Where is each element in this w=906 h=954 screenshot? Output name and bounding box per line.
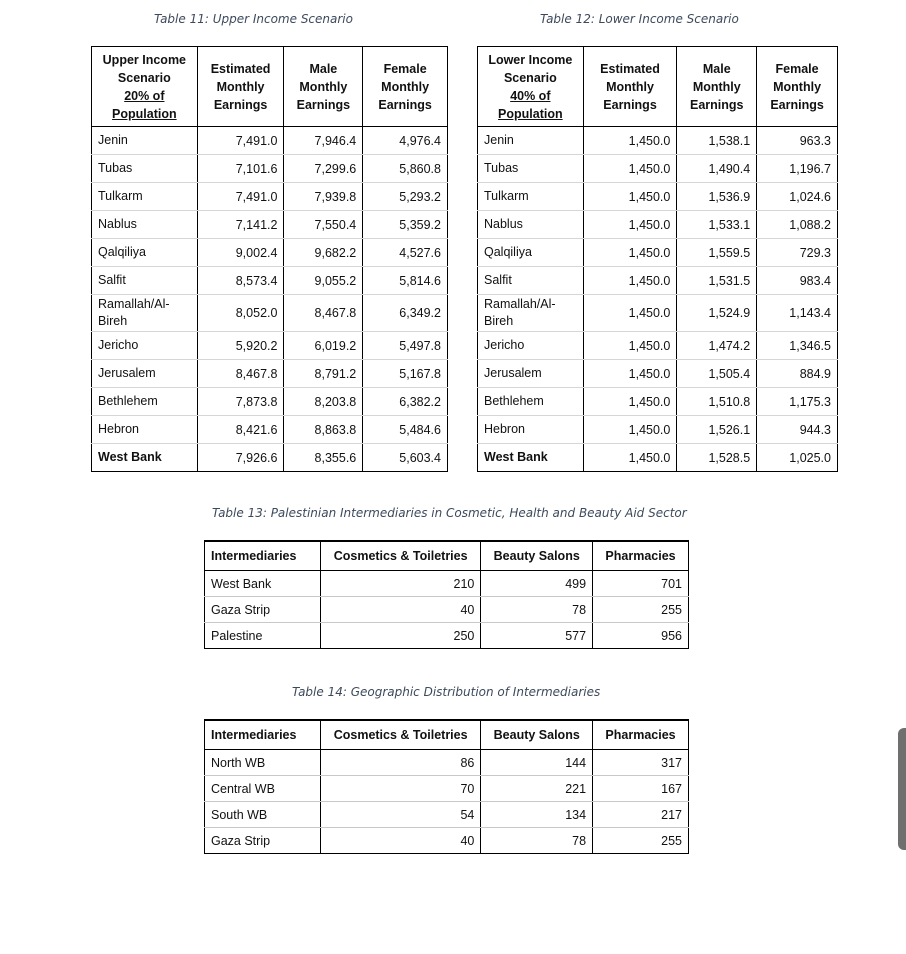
estimated-cell: 1,450.0 — [583, 183, 677, 211]
male-cell: 7,939.8 — [284, 183, 363, 211]
male-cell: 9,682.2 — [284, 239, 363, 267]
pharmacies-cell: 167 — [593, 776, 689, 802]
female-cell: 6,382.2 — [363, 388, 448, 416]
cosmetics-cell: 210 — [320, 571, 481, 597]
estimated-cell: 1,450.0 — [583, 444, 677, 472]
table-row — [205, 750, 689, 776]
cosmetics-header: Cosmetics & Toiletries — [320, 541, 481, 571]
table-row — [478, 127, 838, 155]
district-cell: Ramallah/Al- Bireh — [92, 295, 198, 332]
male-cell: 1,533.1 — [677, 211, 757, 239]
salons-cell: 134 — [481, 802, 593, 828]
female-cell: 1,143.4 — [757, 295, 838, 332]
region-cell: Gaza Strip — [205, 597, 321, 623]
male-cell: 1,490.4 — [677, 155, 757, 183]
estimated-cell: 8,573.4 — [197, 267, 284, 295]
female-cell: 944.3 — [757, 416, 838, 444]
table-row — [92, 239, 448, 267]
female-cell: 983.4 — [757, 267, 838, 295]
male-cell: 7,550.4 — [284, 211, 363, 239]
female-cell: 5,497.8 — [363, 332, 448, 360]
estimated-cell: 1,450.0 — [583, 127, 677, 155]
table-row — [478, 267, 838, 295]
salons-header: Beauty Salons — [481, 720, 593, 750]
female-cell: 1,024.6 — [757, 183, 838, 211]
region-cell: North WB — [205, 750, 321, 776]
estimated-cell: 1,450.0 — [583, 155, 677, 183]
male-cell: 1,559.5 — [677, 239, 757, 267]
table14-caption: Table 14: Geographic Distribution of Intermediaries — [292, 685, 601, 699]
pharmacies-header: Pharmacies — [593, 541, 689, 571]
estimated-cell: 8,421.6 — [197, 416, 284, 444]
table11-caption: Table 11: Upper Income Scenario — [154, 12, 353, 26]
district-cell: Jerusalem — [92, 360, 198, 388]
district-cell: Nablus — [478, 211, 584, 239]
male-cell: 8,467.8 — [284, 295, 363, 332]
male-header: Male Monthly Earnings — [284, 47, 363, 127]
female-cell: 1,346.5 — [757, 332, 838, 360]
male-cell: 1,536.9 — [677, 183, 757, 211]
female-cell: 5,359.2 — [363, 211, 448, 239]
intermediaries-header: Intermediaries — [205, 541, 321, 571]
salons-header: Beauty Salons — [481, 541, 593, 571]
cosmetics-cell: 40 — [320, 828, 481, 854]
estimated-cell: 1,450.0 — [583, 239, 677, 267]
table-row — [478, 416, 838, 444]
female-cell: 1,175.3 — [757, 388, 838, 416]
table-row — [478, 183, 838, 211]
table-row — [92, 332, 448, 360]
female-cell: 1,025.0 — [757, 444, 838, 472]
table-row — [478, 444, 838, 472]
male-cell: 8,203.8 — [284, 388, 363, 416]
male-cell: 8,863.8 — [284, 416, 363, 444]
female-cell: 884.9 — [757, 360, 838, 388]
male-header: Male Monthly Earnings — [677, 47, 757, 127]
cosmetics-cell: 86 — [320, 750, 481, 776]
table-row — [92, 360, 448, 388]
district-cell: Salfit — [92, 267, 198, 295]
table-row — [478, 360, 838, 388]
male-cell: 1,531.5 — [677, 267, 757, 295]
estimated-cell: 1,450.0 — [583, 267, 677, 295]
district-cell: Bethlehem — [92, 388, 198, 416]
female-cell: 5,860.8 — [363, 155, 448, 183]
estimated-cell: 7,926.6 — [197, 444, 284, 472]
female-cell: 1,196.7 — [757, 155, 838, 183]
female-header: Female Monthly Earnings — [757, 47, 838, 127]
table13-caption: Table 13: Palestinian Intermediaries in Cosmetic, Health and Beauty Aid Sector — [212, 506, 687, 520]
cosmetics-header: Cosmetics & Toiletries — [320, 720, 481, 750]
region-cell: South WB — [205, 802, 321, 828]
district-cell: Nablus — [92, 211, 198, 239]
region-cell: Central WB — [205, 776, 321, 802]
pharmacies-cell: 317 — [593, 750, 689, 776]
female-header: Female Monthly Earnings — [363, 47, 448, 127]
estimated-cell: 7,101.6 — [197, 155, 284, 183]
pharmacies-cell: 255 — [593, 828, 689, 854]
table-row — [92, 155, 448, 183]
cosmetics-cell: 250 — [320, 623, 481, 649]
male-cell: 8,355.6 — [284, 444, 363, 472]
male-cell: 1,538.1 — [677, 127, 757, 155]
male-cell: 1,474.2 — [677, 332, 757, 360]
table-row — [205, 597, 689, 623]
district-cell: Tubas — [478, 155, 584, 183]
male-cell: 7,299.6 — [284, 155, 363, 183]
estimated-cell: 1,450.0 — [583, 388, 677, 416]
table-row — [92, 183, 448, 211]
pharmacies-cell: 217 — [593, 802, 689, 828]
scenario-header: Lower Income Scenario 40% of Population — [478, 47, 584, 127]
table-row — [205, 776, 689, 802]
male-cell: 6,019.2 — [284, 332, 363, 360]
cosmetics-cell: 70 — [320, 776, 481, 802]
district-cell: Jenin — [478, 127, 584, 155]
scrollbar-edge[interactable] — [898, 728, 906, 850]
estimated-cell: 9,002.4 — [197, 239, 284, 267]
estimated-cell: 7,873.8 — [197, 388, 284, 416]
salons-cell: 221 — [481, 776, 593, 802]
female-cell: 5,603.4 — [363, 444, 448, 472]
intermediaries-table — [204, 540, 689, 649]
male-cell: 1,528.5 — [677, 444, 757, 472]
district-cell: Bethlehem — [478, 388, 584, 416]
pharmacies-cell: 255 — [593, 597, 689, 623]
table-row — [92, 295, 448, 332]
table-header-row — [205, 541, 689, 571]
district-cell: West Bank — [92, 444, 198, 472]
district-cell: Jericho — [478, 332, 584, 360]
district-cell: Hebron — [478, 416, 584, 444]
table-row — [92, 127, 448, 155]
estimated-cell: 7,491.0 — [197, 183, 284, 211]
salons-cell: 144 — [481, 750, 593, 776]
table-row — [205, 571, 689, 597]
female-cell: 729.3 — [757, 239, 838, 267]
table-row — [205, 828, 689, 854]
male-cell: 1,524.9 — [677, 295, 757, 332]
table-row — [478, 295, 838, 332]
female-cell: 5,484.6 — [363, 416, 448, 444]
district-cell: Qalqiliya — [478, 239, 584, 267]
table-row — [478, 155, 838, 183]
cosmetics-cell: 54 — [320, 802, 481, 828]
salons-cell: 499 — [481, 571, 593, 597]
table-row — [478, 239, 838, 267]
estimated-cell: 1,450.0 — [583, 295, 677, 332]
upper-income-table — [91, 46, 448, 472]
district-cell: Salfit — [478, 267, 584, 295]
intermediaries-header: Intermediaries — [205, 720, 321, 750]
male-cell: 1,526.1 — [677, 416, 757, 444]
scenario-header: Upper Income Scenario 20% of Population — [92, 47, 198, 127]
district-cell: Jenin — [92, 127, 198, 155]
female-cell: 4,976.4 — [363, 127, 448, 155]
salons-cell: 78 — [481, 828, 593, 854]
table-row — [92, 211, 448, 239]
female-cell: 6,349.2 — [363, 295, 448, 332]
district-cell: Ramallah/Al- Bireh — [478, 295, 584, 332]
district-cell: Tubas — [92, 155, 198, 183]
estimated-cell: 5,920.2 — [197, 332, 284, 360]
female-cell: 5,814.6 — [363, 267, 448, 295]
district-cell: Tulkarm — [478, 183, 584, 211]
estimated-cell: 1,450.0 — [583, 211, 677, 239]
female-cell: 5,293.2 — [363, 183, 448, 211]
geographic-distribution-table — [204, 719, 689, 854]
salons-cell: 78 — [481, 597, 593, 623]
cosmetics-cell: 40 — [320, 597, 481, 623]
table12-caption: Table 12: Lower Income Scenario — [540, 12, 739, 26]
table-row — [205, 802, 689, 828]
pharmacies-header: Pharmacies — [593, 720, 689, 750]
table-header-row — [478, 47, 838, 127]
estimated-cell: 8,052.0 — [197, 295, 284, 332]
estimated-cell: 7,491.0 — [197, 127, 284, 155]
pharmacies-cell: 701 — [593, 571, 689, 597]
pharmacies-cell: 956 — [593, 623, 689, 649]
region-cell: Palestine — [205, 623, 321, 649]
district-cell: Jericho — [92, 332, 198, 360]
salons-cell: 577 — [481, 623, 593, 649]
table-row — [478, 388, 838, 416]
region-cell: West Bank — [205, 571, 321, 597]
district-cell: Jerusalem — [478, 360, 584, 388]
male-cell: 1,510.8 — [677, 388, 757, 416]
table-header-row — [92, 47, 448, 127]
table-row — [92, 267, 448, 295]
female-cell: 4,527.6 — [363, 239, 448, 267]
table-row — [478, 332, 838, 360]
female-cell: 1,088.2 — [757, 211, 838, 239]
table-row — [92, 444, 448, 472]
table-header-row — [205, 720, 689, 750]
lower-income-table — [477, 46, 838, 472]
male-cell: 8,791.2 — [284, 360, 363, 388]
district-cell: West Bank — [478, 444, 584, 472]
district-cell: Tulkarm — [92, 183, 198, 211]
district-cell: Hebron — [92, 416, 198, 444]
male-cell: 7,946.4 — [284, 127, 363, 155]
female-cell: 5,167.8 — [363, 360, 448, 388]
table-row — [478, 211, 838, 239]
estimated-cell: 7,141.2 — [197, 211, 284, 239]
district-cell: Qalqiliya — [92, 239, 198, 267]
table-row — [205, 623, 689, 649]
estimated-cell: 1,450.0 — [583, 360, 677, 388]
estimated-cell: 1,450.0 — [583, 416, 677, 444]
estimated-cell: 8,467.8 — [197, 360, 284, 388]
male-cell: 9,055.2 — [284, 267, 363, 295]
estimated-cell: 1,450.0 — [583, 332, 677, 360]
male-cell: 1,505.4 — [677, 360, 757, 388]
estimated-header: Estimated Monthly Earnings — [583, 47, 677, 127]
region-cell: Gaza Strip — [205, 828, 321, 854]
estimated-header: Estimated Monthly Earnings — [197, 47, 284, 127]
female-cell: 963.3 — [757, 127, 838, 155]
table-row — [92, 416, 448, 444]
table-row — [92, 388, 448, 416]
